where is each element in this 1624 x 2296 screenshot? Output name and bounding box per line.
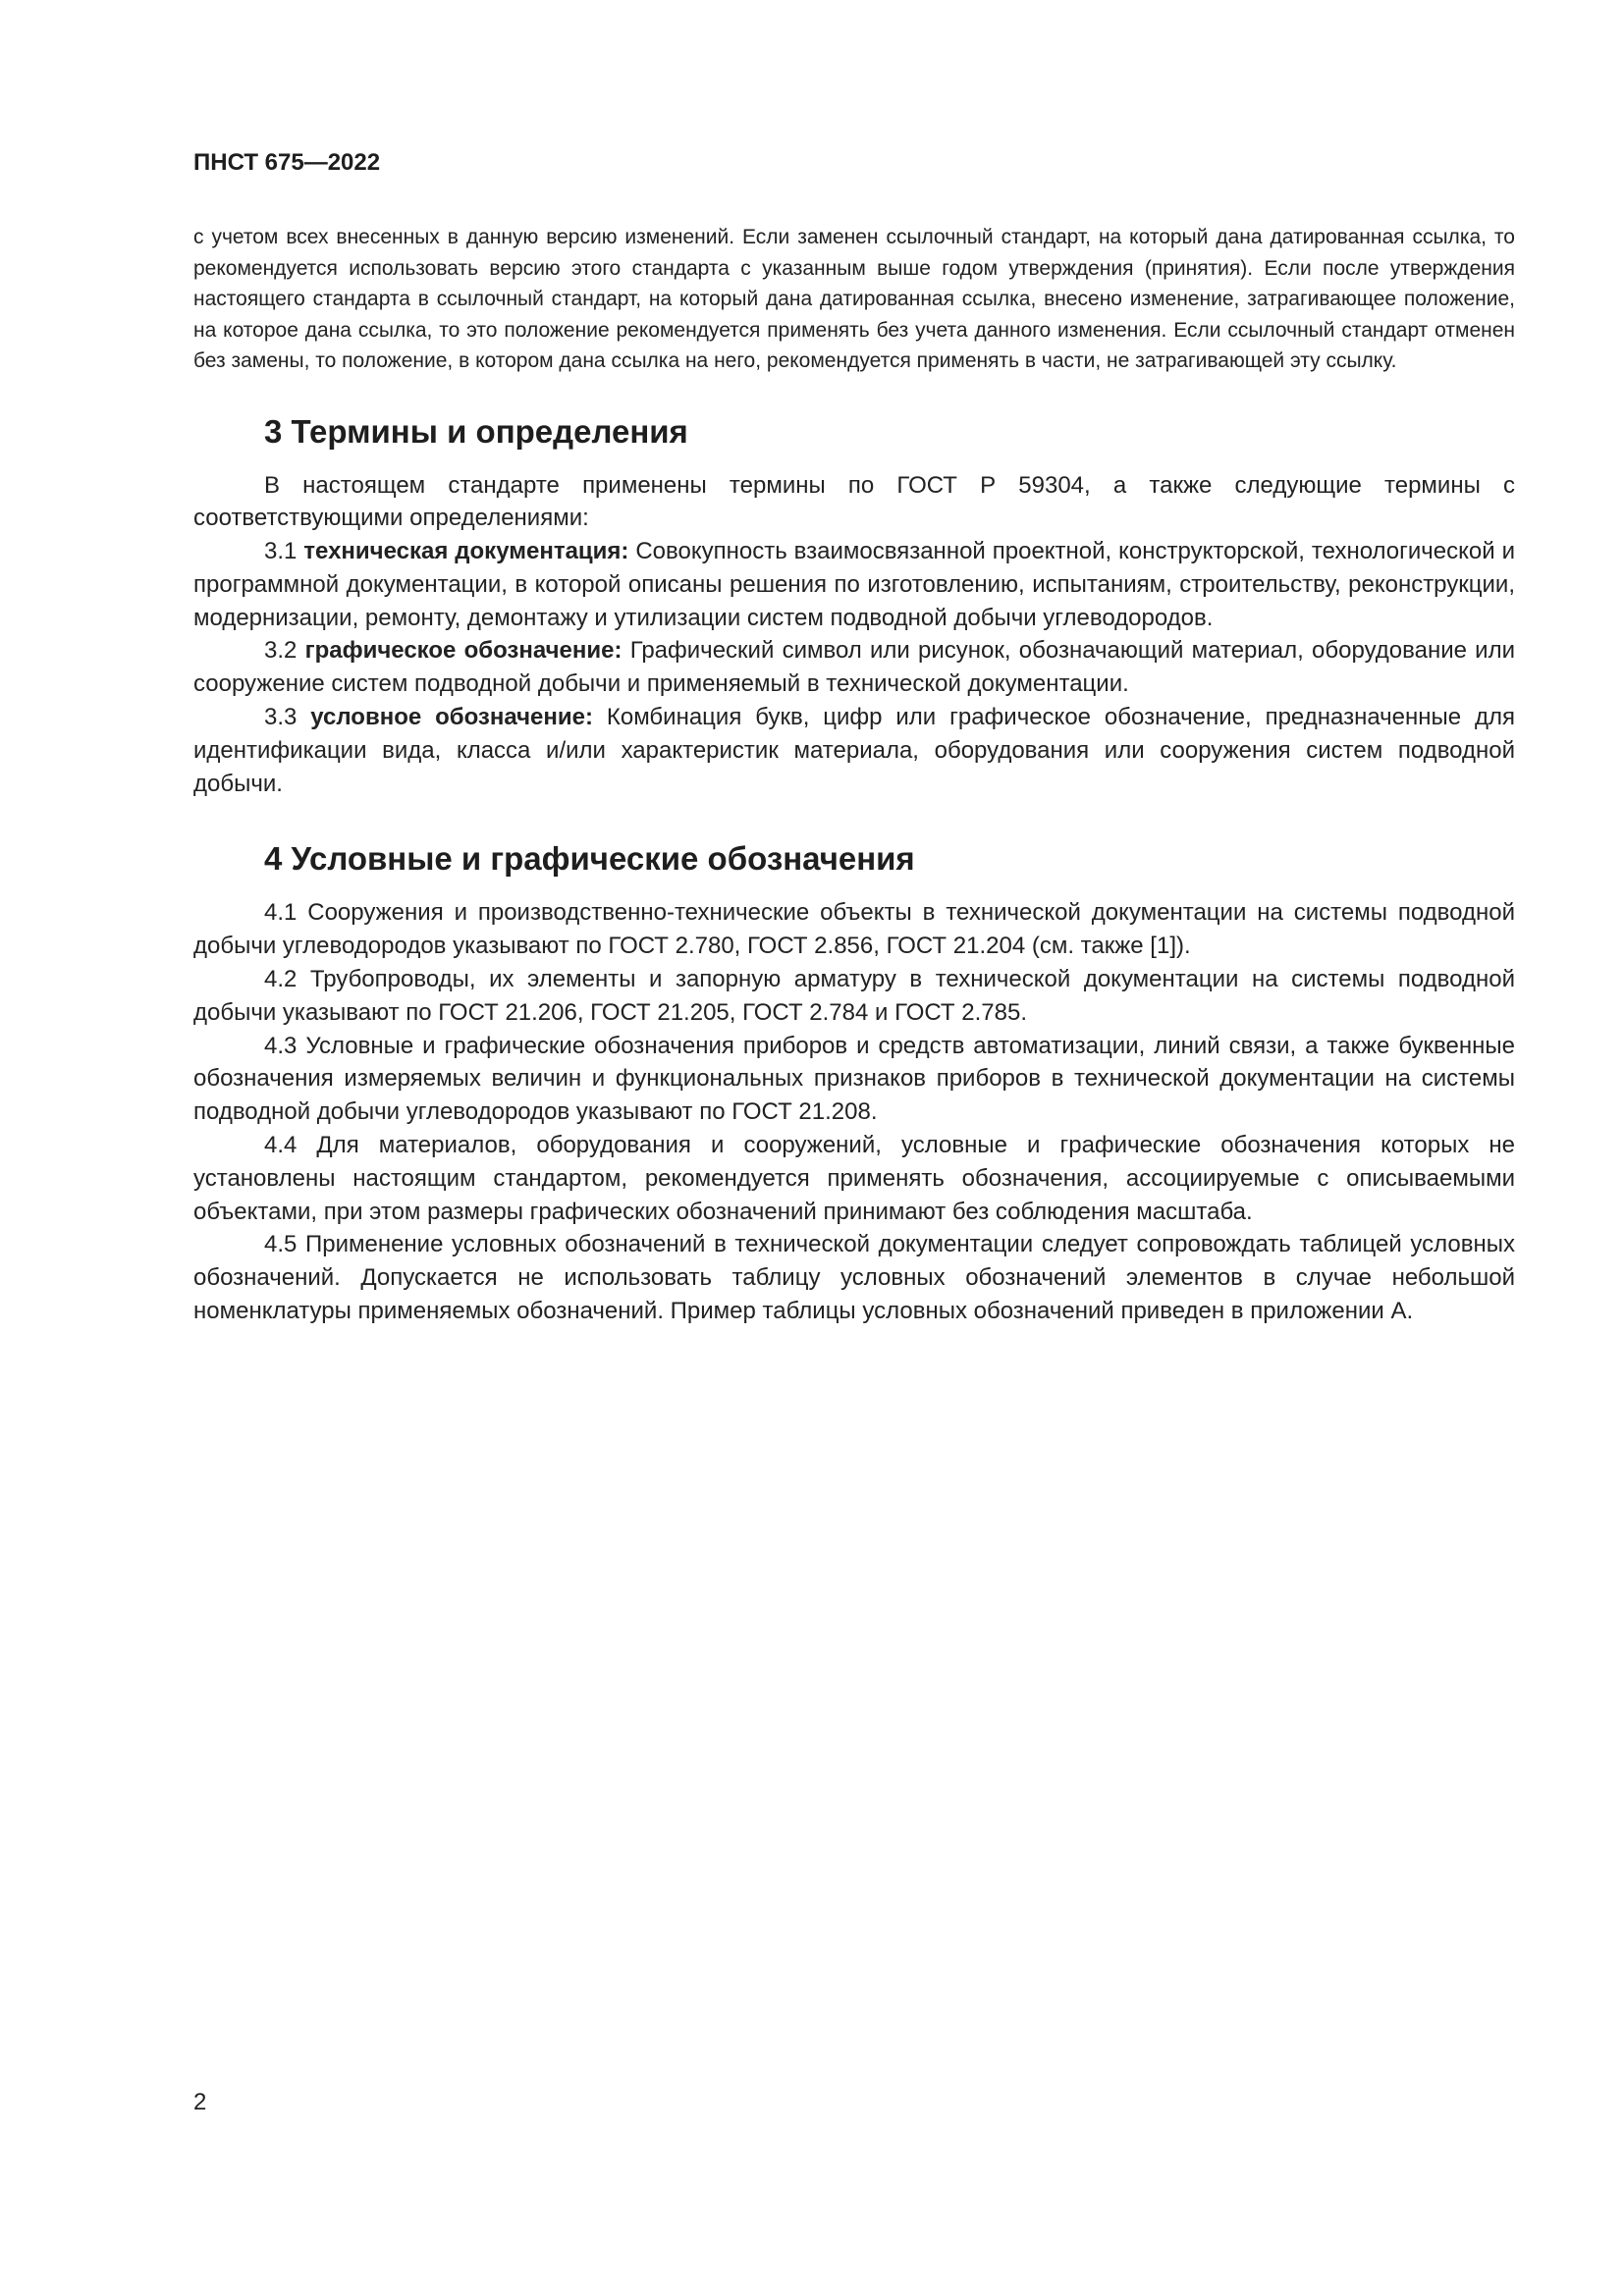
- page-content: [193, 222, 1515, 1328]
- term-number: 3.3: [264, 704, 311, 731]
- term-name: условное обозначение:: [310, 704, 593, 731]
- term-number: 3.2: [264, 637, 305, 665]
- document-header: ПНСТ 675—2022: [193, 149, 381, 176]
- clause-4-5: 4.5 Применение условных обозначений в технической документации следует сопровождать таблицей условных обозначений. Допускается не использовать таблицу условных обозначений элементов в случае небольшой номенклатуры применяемых обозначений. Пример таблицы условных обозначений приведен в приложении А.: [193, 1231, 1515, 1325]
- intro-paragraph: с учетом всех внесенных в данную версию изменений. Если заменен ссылочный стандарт, на который дана датированная ссылка, то рекомендуется использовать версию этого стандарта с указанным выше годом утверждения (принятия). Если после утверждения настоящего стандарта в ссылочный стандарт, на который дана датированная ссылка, внесено изменение, затрагивающее положение, на которое дана ссылка, то это положение рекомендуется применять без учета данного изменения. Если ссылочный стандарт отменен без замены, то положение, в котором дана ссылка на него, рекомендуется применять в части, не затрагивающей эту ссылку.: [193, 226, 1515, 372]
- term-definition: Совокупность взаимосвязанной проектной, конструкторской, технологической и программной документации, в которой описаны решения по изготовлению, испытаниям, строительству, реконструкции, модернизации, ремонту, демонтажу и утилизации систем подводной добычи углеводородов.: [193, 538, 1515, 631]
- term-number: 3.1: [264, 538, 304, 565]
- term-definition: Графический символ или рисунок, обозначающий материал, оборудование или сооружение систем подводной добычи и применяемый в технической документации.: [193, 637, 1515, 698]
- term-3-3: [193, 701, 1515, 800]
- section-3-title: 3 Термины и определения: [264, 412, 688, 450]
- page-number: 2: [193, 2089, 207, 2115]
- clause-4-1: 4.1 Сооружения и производственно-технические объекты в технической документации на системы подводной добычи углеводородов указывают по ГОСТ 2.780, ГОСТ 2.856, ГОСТ 21.204 (см. также [1]).: [193, 899, 1515, 960]
- term-3-1: [193, 535, 1515, 634]
- clause-4-4: 4.4 Для материалов, оборудования и сооружений, условные и графические обозначения которых не установлены настоящим стандартом, рекомендуется применять обозначения, ассоциируемые с описываемыми объектами, при этом размеры графических обозначений принимают без соблюдения масштаба.: [193, 1132, 1515, 1225]
- term-name: техническая документация:: [303, 538, 629, 565]
- clause-4-2: 4.2 Трубопроводы, их элементы и запорную арматуру в технической документации на системы подводной добычи указывают по ГОСТ 21.206, ГОСТ 21.205, ГОСТ 2.784 и ГОСТ 2.785.: [193, 966, 1515, 1026]
- term-3-2: [193, 634, 1515, 701]
- clause-4-3: 4.3 Условные и графические обозначения приборов и средств автоматизации, линий связи, а также буквенные обозначения измеряемых величин и функциональных признаков приборов в технической документации на системы подводной добычи углеводородов указывают по ГОСТ 21.208.: [193, 1032, 1515, 1126]
- section-3-lead: В настоящем стандарте применены термины по ГОСТ Р 59304, а также следующие термины с соответствующими определениями:: [193, 471, 1515, 532]
- term-definition: Комбинация букв, цифр или графическое обозначение, предназначенные для идентификации вида, класса и/или характеристик материала, оборудования или сооружения систем подводной добычи.: [193, 704, 1515, 797]
- section-4-title: 4 Условные и графические обозначения: [264, 840, 915, 878]
- term-name: графическое обозначение:: [304, 637, 623, 665]
